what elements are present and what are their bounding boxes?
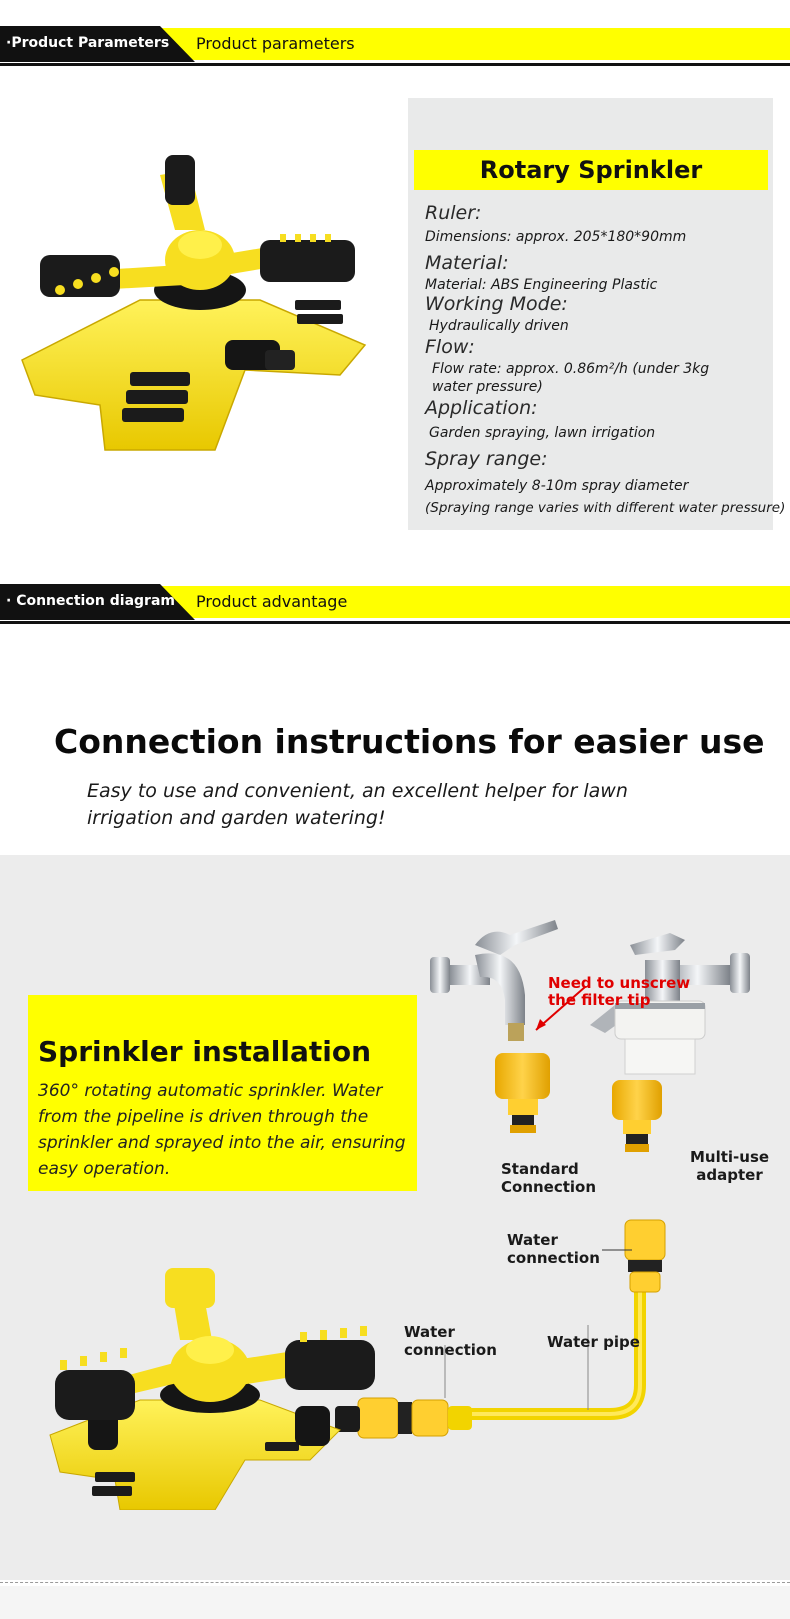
label-water-pipe: Water pipe — [547, 1333, 640, 1351]
spec-card — [408, 98, 786, 530]
spec-value-material: Material: ABS Engineering Plastic — [425, 277, 658, 293]
spec-value-spray-range-line1: Approximately 8-10m spray diameter — [425, 478, 689, 494]
section-subtitle: Product parameters — [196, 34, 355, 53]
label-multi-use-adapter: Multi-use adapter — [690, 1148, 770, 1184]
connection-intro-line2: irrigation and garden watering! — [87, 807, 386, 829]
spec-heading-working-mode: Working Mode: — [425, 293, 568, 315]
spec-value-working-mode: Hydraulically driven — [429, 318, 569, 334]
section-tab-label: ·Product Parameters — [6, 35, 170, 51]
installation-box — [28, 995, 417, 1191]
sprinkler-pipe-illustration — [40, 1210, 760, 1510]
connection-intro — [87, 778, 647, 832]
spec-heading-spray-range: Spray range: — [425, 448, 548, 470]
spec-value-ruler: Dimensions: approx. 205*180*90mm — [425, 229, 687, 245]
installation-description: 360° rotating automatic sprinkler. Water from the pipeline is driven through the sprinkler and sprayed into the air, ensuring easy operation. — [38, 1081, 406, 1179]
section-tab-label: · Connection diagram — [6, 593, 175, 609]
filter-tip-note-line1: Need to unscrew — [548, 974, 691, 992]
spec-heading-application: Application: — [425, 397, 538, 419]
filter-tip-note-line2: the filter tip — [548, 991, 651, 1009]
sprinkler-product-image — [10, 150, 390, 470]
section-header-connection-diagram — [0, 584, 790, 620]
bottom-divider — [0, 1582, 790, 1583]
spec-value-spray-range-line2: (Spraying range varies with different water pressure) — [425, 500, 786, 516]
spec-card-title: Rotary Sprinkler — [414, 150, 768, 190]
spec-heading-material: Material: — [425, 252, 509, 274]
section-subtitle: Product advantage — [196, 592, 348, 611]
section-header-product-parameters — [0, 26, 790, 62]
spec-value-application: Garden spraying, lawn irrigation — [429, 425, 656, 441]
filter-tip-note — [548, 975, 690, 1009]
installation-title: Sprinkler installation — [38, 1035, 372, 1068]
label-water-connection-bottom: Water connection — [404, 1323, 497, 1359]
label-water-connection-top: Water connection — [507, 1231, 600, 1267]
spec-heading-flow: Flow: — [425, 336, 475, 358]
spec-heading-ruler: Ruler: — [425, 202, 482, 224]
spec-value-flow-line1: Flow rate: approx. 0.86m²/h (under 3kg — [432, 361, 710, 377]
connection-intro-line1: Easy to use and convenient, an excellent helper for lawn — [87, 780, 628, 802]
spec-value-flow-line2: water pressure) — [432, 379, 543, 395]
label-standard-connection: Standard Connection — [501, 1160, 597, 1196]
connection-title: Connection instructions for easier use — [54, 722, 765, 761]
